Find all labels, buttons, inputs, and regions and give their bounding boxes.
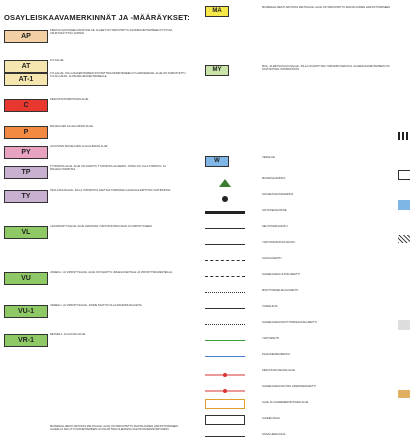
legend-desc: RETKEILY- JA ULKOILUALUE. bbox=[50, 333, 86, 336]
legend-code-ap: AP bbox=[4, 30, 48, 43]
legend-code-my: MY bbox=[205, 65, 229, 76]
legend-desc: VESIALUE. bbox=[262, 156, 276, 159]
legend-code-py: PY bbox=[4, 146, 48, 159]
legend-code-ty: TY bbox=[4, 190, 48, 203]
symbol-dot-line bbox=[205, 287, 245, 297]
symbol-label: OHJEELLINEN MOOTTORIKELKKAILUREITTI. bbox=[262, 321, 318, 324]
legend-desc: MAA- JA METSÄTALOUSALUE, JOLLA ON ERITYISIÄ YMPÄRISTÖARVOJA. ALUEEN RAKENTAMINEN ON SOVITETTAVA YMPÄRISTÖÖN. bbox=[262, 65, 390, 72]
legend-code-at-1: AT-1 bbox=[4, 73, 48, 86]
right-edge-decoration bbox=[398, 130, 410, 430]
legend-desc: URHEILU- JA VIRKISTYSALUE. ALUE ON VARATTU URHEILUKENTILLE JA VIRKISTYSRAKENTEILLE. bbox=[50, 271, 173, 274]
legend-code-tp: TP bbox=[4, 166, 48, 179]
left-bottom-text: MAISEMALLISESTI ARVOKAS PELTOALUE. ALUE ON TARKOITETTU MAATALOUDEN HARJOITTAMISEEN. ALUEELLA SALLITTU RAKENTAMINEN ON OHJATTAVA OLEMASSA OLEVIIN RAKENNUSRYHMIIN. bbox=[50, 425, 179, 432]
page-title: OSAYLEISKAAVAMERKINNÄT JA -MÄÄRÄYKSET: bbox=[4, 13, 190, 22]
legend-desc: PALVELUJEN JA HALLINNON ALUE. bbox=[50, 125, 94, 128]
symbol-triangle bbox=[205, 175, 245, 185]
symbol-green bbox=[205, 335, 245, 345]
symbol-label: SUOJELTAVA RAKENNUS. bbox=[262, 193, 294, 196]
symbol-label: YHDYSTIE/KOKOOJAKATU. bbox=[262, 241, 296, 244]
symbol-label: VALTATIE/KANTATIE. bbox=[262, 209, 288, 212]
legend-code-w: W bbox=[205, 156, 229, 167]
legend-code-vu-1: VU-1 bbox=[4, 305, 48, 318]
symbol-label: VOIMALINJA. bbox=[262, 305, 279, 308]
symbol-label: MOOTTORIKELKKAILUREITTI. bbox=[262, 289, 299, 292]
legend-desc: TEOLLISUUSALUE, JOLLA YMPÄRISTÖ ASETTAA TOIMINNAN LAADULLE ERITYISIÄ VAATIMUKSIA. bbox=[50, 189, 172, 192]
legend-desc: URHEILU- JA VIRKISTYSALUE, JONNE SAATTOI OLLA RAKENNUSALUEITA. bbox=[50, 304, 143, 307]
symbol-label: ALUE JA KOHDEMERKINTÖJEN ALUE. bbox=[262, 401, 309, 404]
legend-code-at: AT bbox=[4, 60, 48, 73]
legend-desc: KYLÄALUE, JOLLA RAKENTAMINEN SOVITETTAVA PERINTEISEEN KYLÄMAISEMAAN. ALUE ON TARKOITETTU KYLÄN ASUIN- JA PALVELURAKENTAMISELLE. bbox=[50, 72, 186, 79]
symbol-box-orange bbox=[205, 399, 245, 409]
symbol-label: ALUEEN RAJA. bbox=[262, 417, 281, 420]
symbol-thin bbox=[205, 239, 245, 249]
legend-desc: PIENTALOVALTAINEN ASUNTOALUE. ALUEET ON TARKOITETTU ASUINRAKENTAMISEEN PYSYVÄÄ ASUNTOKÄYTTÖÄ VARTEN. bbox=[50, 29, 173, 36]
symbol-dash bbox=[205, 271, 245, 281]
legend-code-vu: VU bbox=[4, 272, 48, 285]
symbol-label: OSAALUEEN RAJA. bbox=[262, 433, 286, 436]
legend-code-vl: VL bbox=[4, 226, 48, 239]
legend-code-c: C bbox=[4, 99, 48, 112]
legend-desc: JULKISTEN PALVELUJEN JA HALLINNON ALUE. bbox=[50, 145, 109, 148]
symbol-thin bbox=[205, 431, 245, 441]
symbol-label: OHJEELLINEN ULKOILUREITTI. bbox=[262, 273, 301, 276]
symbol-box bbox=[205, 415, 245, 425]
symbol-label: KESKUSTAN REUNA-ALUE. bbox=[262, 369, 296, 372]
legend-code-vr-1: VR-1 bbox=[4, 334, 48, 347]
legend-desc: LÄHIVIRKISTYSALUE. ALUE VARATAAN YHDYSKUNTAKUVAAN JA VIRKISTYKSEEN. bbox=[50, 225, 153, 228]
legend-desc: KESKUSTATOIMINTOJEN ALUE. bbox=[50, 98, 90, 101]
symbol-label: MUINAISJÄÄNNÖS. bbox=[262, 177, 286, 180]
symbol-dot-line bbox=[205, 319, 245, 329]
legend-desc: TYÖPAIKKA-ALUE. ALUE ON VARATTU TYÖPAIKKA-ALUEEKSI, JOSSA VOI OLLA TOIMISTO- JA PALVELUTOIMINTAA. bbox=[50, 165, 166, 172]
symbol-label: PÄÄLIIKENNEVERKKO. bbox=[262, 353, 291, 356]
symbol-label: ULKOILUREITTI. bbox=[262, 257, 283, 260]
symbol-red bbox=[205, 383, 245, 393]
symbol-red bbox=[205, 367, 245, 377]
symbol-label: OHJEELLINEN KEVYEN LIIKENTEEN REITTI. bbox=[262, 385, 317, 388]
symbol-thick bbox=[205, 207, 245, 217]
symbol-dot bbox=[205, 191, 245, 201]
symbol-label: YHDYSRAITTI. bbox=[262, 337, 280, 340]
symbol-thin bbox=[205, 303, 245, 313]
symbol-blue bbox=[205, 351, 245, 361]
symbol-dash bbox=[205, 255, 245, 265]
legend-desc: MAISEMALLISESTI ARVOKAS PELTOALUE. ALUE ON TARKOITETTU MAATALOUDEN HARJOITTAMISEEN. bbox=[262, 6, 391, 9]
legend-desc: KYLÄALUE. bbox=[50, 59, 65, 62]
symbol-thin bbox=[205, 223, 245, 233]
legend-code-p: P bbox=[4, 126, 48, 139]
symbol-label: SEUTUTIE/PÄÄKATU. bbox=[262, 225, 289, 228]
legend-code-ma: MA bbox=[205, 6, 229, 17]
